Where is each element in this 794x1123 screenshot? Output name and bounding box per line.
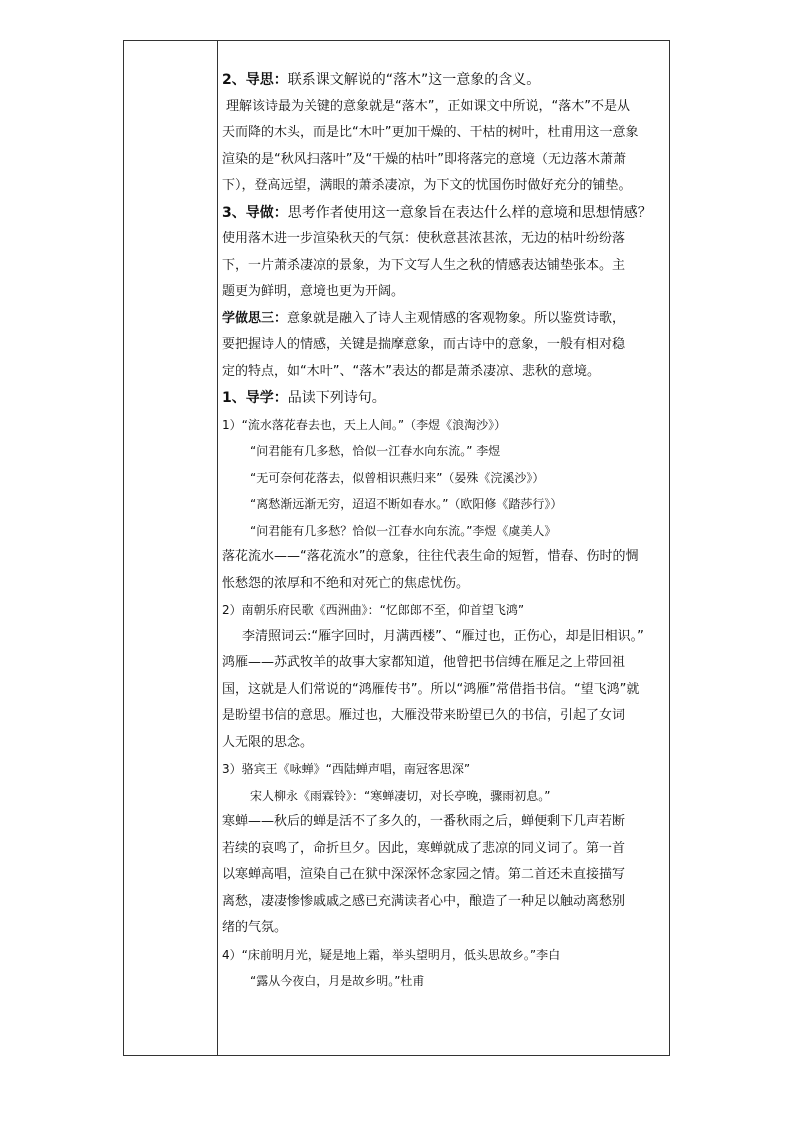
poem-line: “露从今夜白，月是故乡明。”杜甫: [250, 974, 425, 988]
note-line: 绪的气氛。: [222, 920, 288, 935]
poem-line: “离愁渐远渐无穷，迢迢不断如春水。”（欧阳修《踏莎行》）: [250, 497, 563, 511]
poem-line: “问君能有几多愁，恰似一江春水向东流。” 李煜: [250, 444, 501, 458]
note-line: 离愁，凄凄惨惨戚戚之感已充满读者心中，酿造了一种足以触动离愁别: [222, 893, 626, 909]
paragraph-line: 下），登高远望，满眼的萧杀凄凉，为下文的忧国伤时做好充分的铺垫。: [222, 178, 632, 193]
section-3-heading: 3、导做：思考作者使用这一意象旨在表达什么样的意境和思想情感？: [222, 204, 652, 221]
section-2-heading: 2、导思：联系课文解说的“落木”这一意象的含义。: [222, 72, 541, 88]
table-content-cell: [218, 41, 669, 1055]
note-line: 以寒蝉高唱，渲染自己在狱中深深怀念家园之情。第二首还未直接描写: [222, 867, 626, 882]
lesson-table: [123, 40, 670, 1056]
paragraph-line: 使用落木进一步渲染秋天的气氛：使秋意甚浓甚浓，无边的枯叶纷纷落: [222, 231, 626, 246]
poem-line: “问君能有几多愁？恰似一江春水向东流。”李煜《虞美人》: [250, 523, 557, 538]
paragraph-line: 理解该诗最为关键的意象就是“落木”，正如课文中所说，“落木”不是从: [226, 98, 630, 114]
paragraph-line: 下，一片萧杀凄凉的景象，为下文写人生之秋的情感表达铺垫张本。主: [222, 257, 626, 273]
poem-line: 宋人柳永《雨霖铃》：“寒蝉凄切，对长亭晚，骤雨初息。”: [250, 788, 551, 803]
poem-line: 1）“流水落花春去也，天上人间。”（李煜《浪淘沙》）: [222, 417, 507, 432]
section-1-heading: 1、导学：品读下列诗句。: [222, 390, 386, 406]
paragraph-line: 定的特点，如“木叶”、“落木”表达的都是萧杀凄凉、悲秋的意境。: [222, 363, 600, 379]
paragraph-line: 题更为鲜明，意境也更为开阔。: [222, 284, 405, 299]
note-line: 落花流水——“落花流水”的意象，往往代表生命的短暂，惜春、伤时的惆: [222, 549, 639, 564]
note-line: 寒蝉——秋后的蝉是活不了多久的，一番秋雨之后，蝉便剩下几声若断: [222, 814, 626, 829]
poem-line: “无可奈何花落去，似曾相识燕归来”（晏殊《浣溪沙》）: [250, 470, 545, 485]
note-line: 是盼望书信的意思。雁过也，大雁没带来盼望已久的书信，引起了女词: [222, 708, 626, 723]
xuezuosi-heading: 学做思三：意象就是融入了诗人主观情感的客观物象。所以鉴赏诗歌，: [222, 310, 626, 326]
paragraph-line: 渲染的是“秋风扫落叶”及“干燥的枯叶”即将落完的意境（无边落木萧萧: [222, 151, 626, 167]
paragraph-line: 要把握诗人的情感，关键是揣摩意象，而古诗中的意象，一般有相对稳: [222, 337, 626, 352]
poem-line: 李清照词云:“雁字回时，月满西楼”、“雁过也，正伤心，却是旧相识。”: [242, 628, 644, 644]
note-line: 若续的哀鸣了，命折旦夕。因此，寒蝉就成了悲凉的同义词了。第一首: [222, 840, 626, 856]
note-line: 鸿雁——苏武牧羊的故事大家都知道，他曾把书信缚在雁足之上带回祖: [222, 655, 626, 670]
note-line: 人无限的思念。: [222, 734, 314, 750]
table-left-column: [124, 41, 218, 1055]
poem-line: 2）南朝乐府民歌《西洲曲》：“忆郎郎不至，仰首望飞鸿”: [222, 603, 525, 617]
paragraph-line: 天而降的木头，而是比“木叶”更加干燥的、干枯的树叶，杜甫用这一意象: [222, 125, 639, 140]
poem-line: 3）骆宾王《咏蝉》“西陆蝉声唱，南冠客思深”: [222, 762, 471, 776]
poem-line: 4）“床前明月光，疑是地上霜，举头望明月，低头思故乡。”李白: [222, 947, 561, 962]
note-line: 国，这就是人们常说的“鸿雁传书”。所以“鸿雁”常借指书信。“望飞鸿”就: [222, 681, 640, 697]
note-line: 怅愁怨的浓厚和不绝和对死亡的焦虑忧伤。: [222, 575, 470, 591]
